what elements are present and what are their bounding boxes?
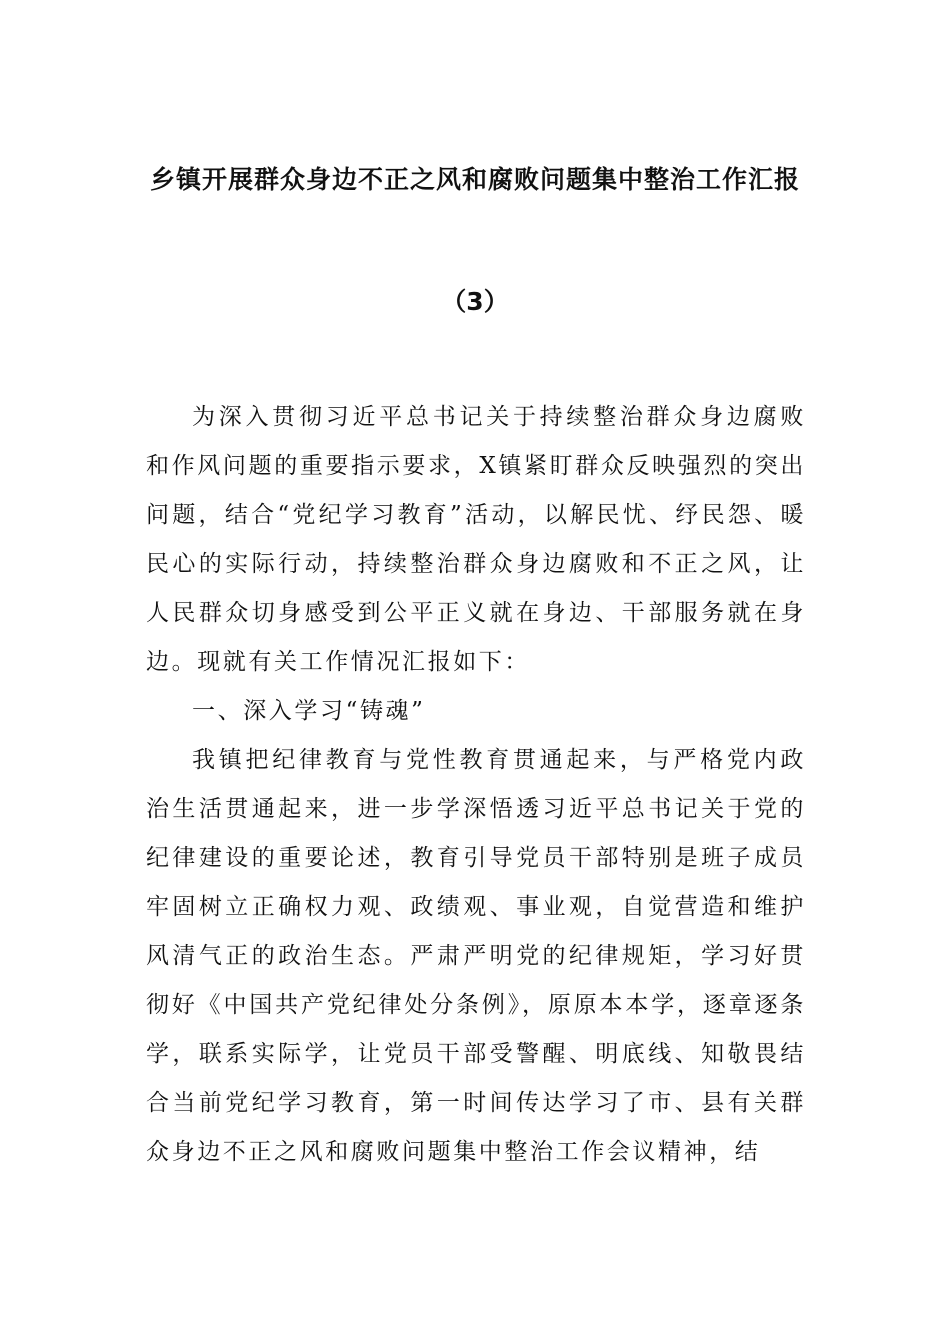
document-subtitle: （3） xyxy=(441,287,509,316)
intro-paragraph: 为深入贯彻习近平总书记关于持续整治群众身边腐败和作风问题的重要指示要求，X镇紧盯群众反映强烈的突出问题，结合“党纪学习教育”活动，以解民忧、纾民怨、暖民心的实际行动，持续整治群众身边腐败和不正之风，让人民群众切身感受到公平正义就在身边、干部服务就在身边。现就有关工作情况汇报如下： xyxy=(146,404,806,675)
document-title: 乡镇开展群众身边不正之风和腐败问题集中整治工作汇报 xyxy=(149,165,800,194)
document-body xyxy=(146,393,806,1177)
section-1-paragraph: 我镇把纪律教育与党性教育贯通起来，与严格党内政治生活贯通起来，进一步学深悟透习近平总书记关于党的纪律建设的重要论述，教育引导党员干部特别是班子成员牢固树立正确权力观、政绩观、事业观，自觉营造和维护风清气正的政治生态。严肃严明党的纪律规矩，学习好贯彻好《中国共产党纪律处分条例》，原原本本学，逐章逐条学，联系实际学，让党员干部受警醒、明底线、知敬畏结合当前党纪学习教育，第一时间传达学习了市、县有关群众身边不正之风和腐败问题集中整治工作会议精神，结 xyxy=(146,747,806,1165)
section-heading-1: 一、深入学习“铸魂” xyxy=(192,698,426,724)
